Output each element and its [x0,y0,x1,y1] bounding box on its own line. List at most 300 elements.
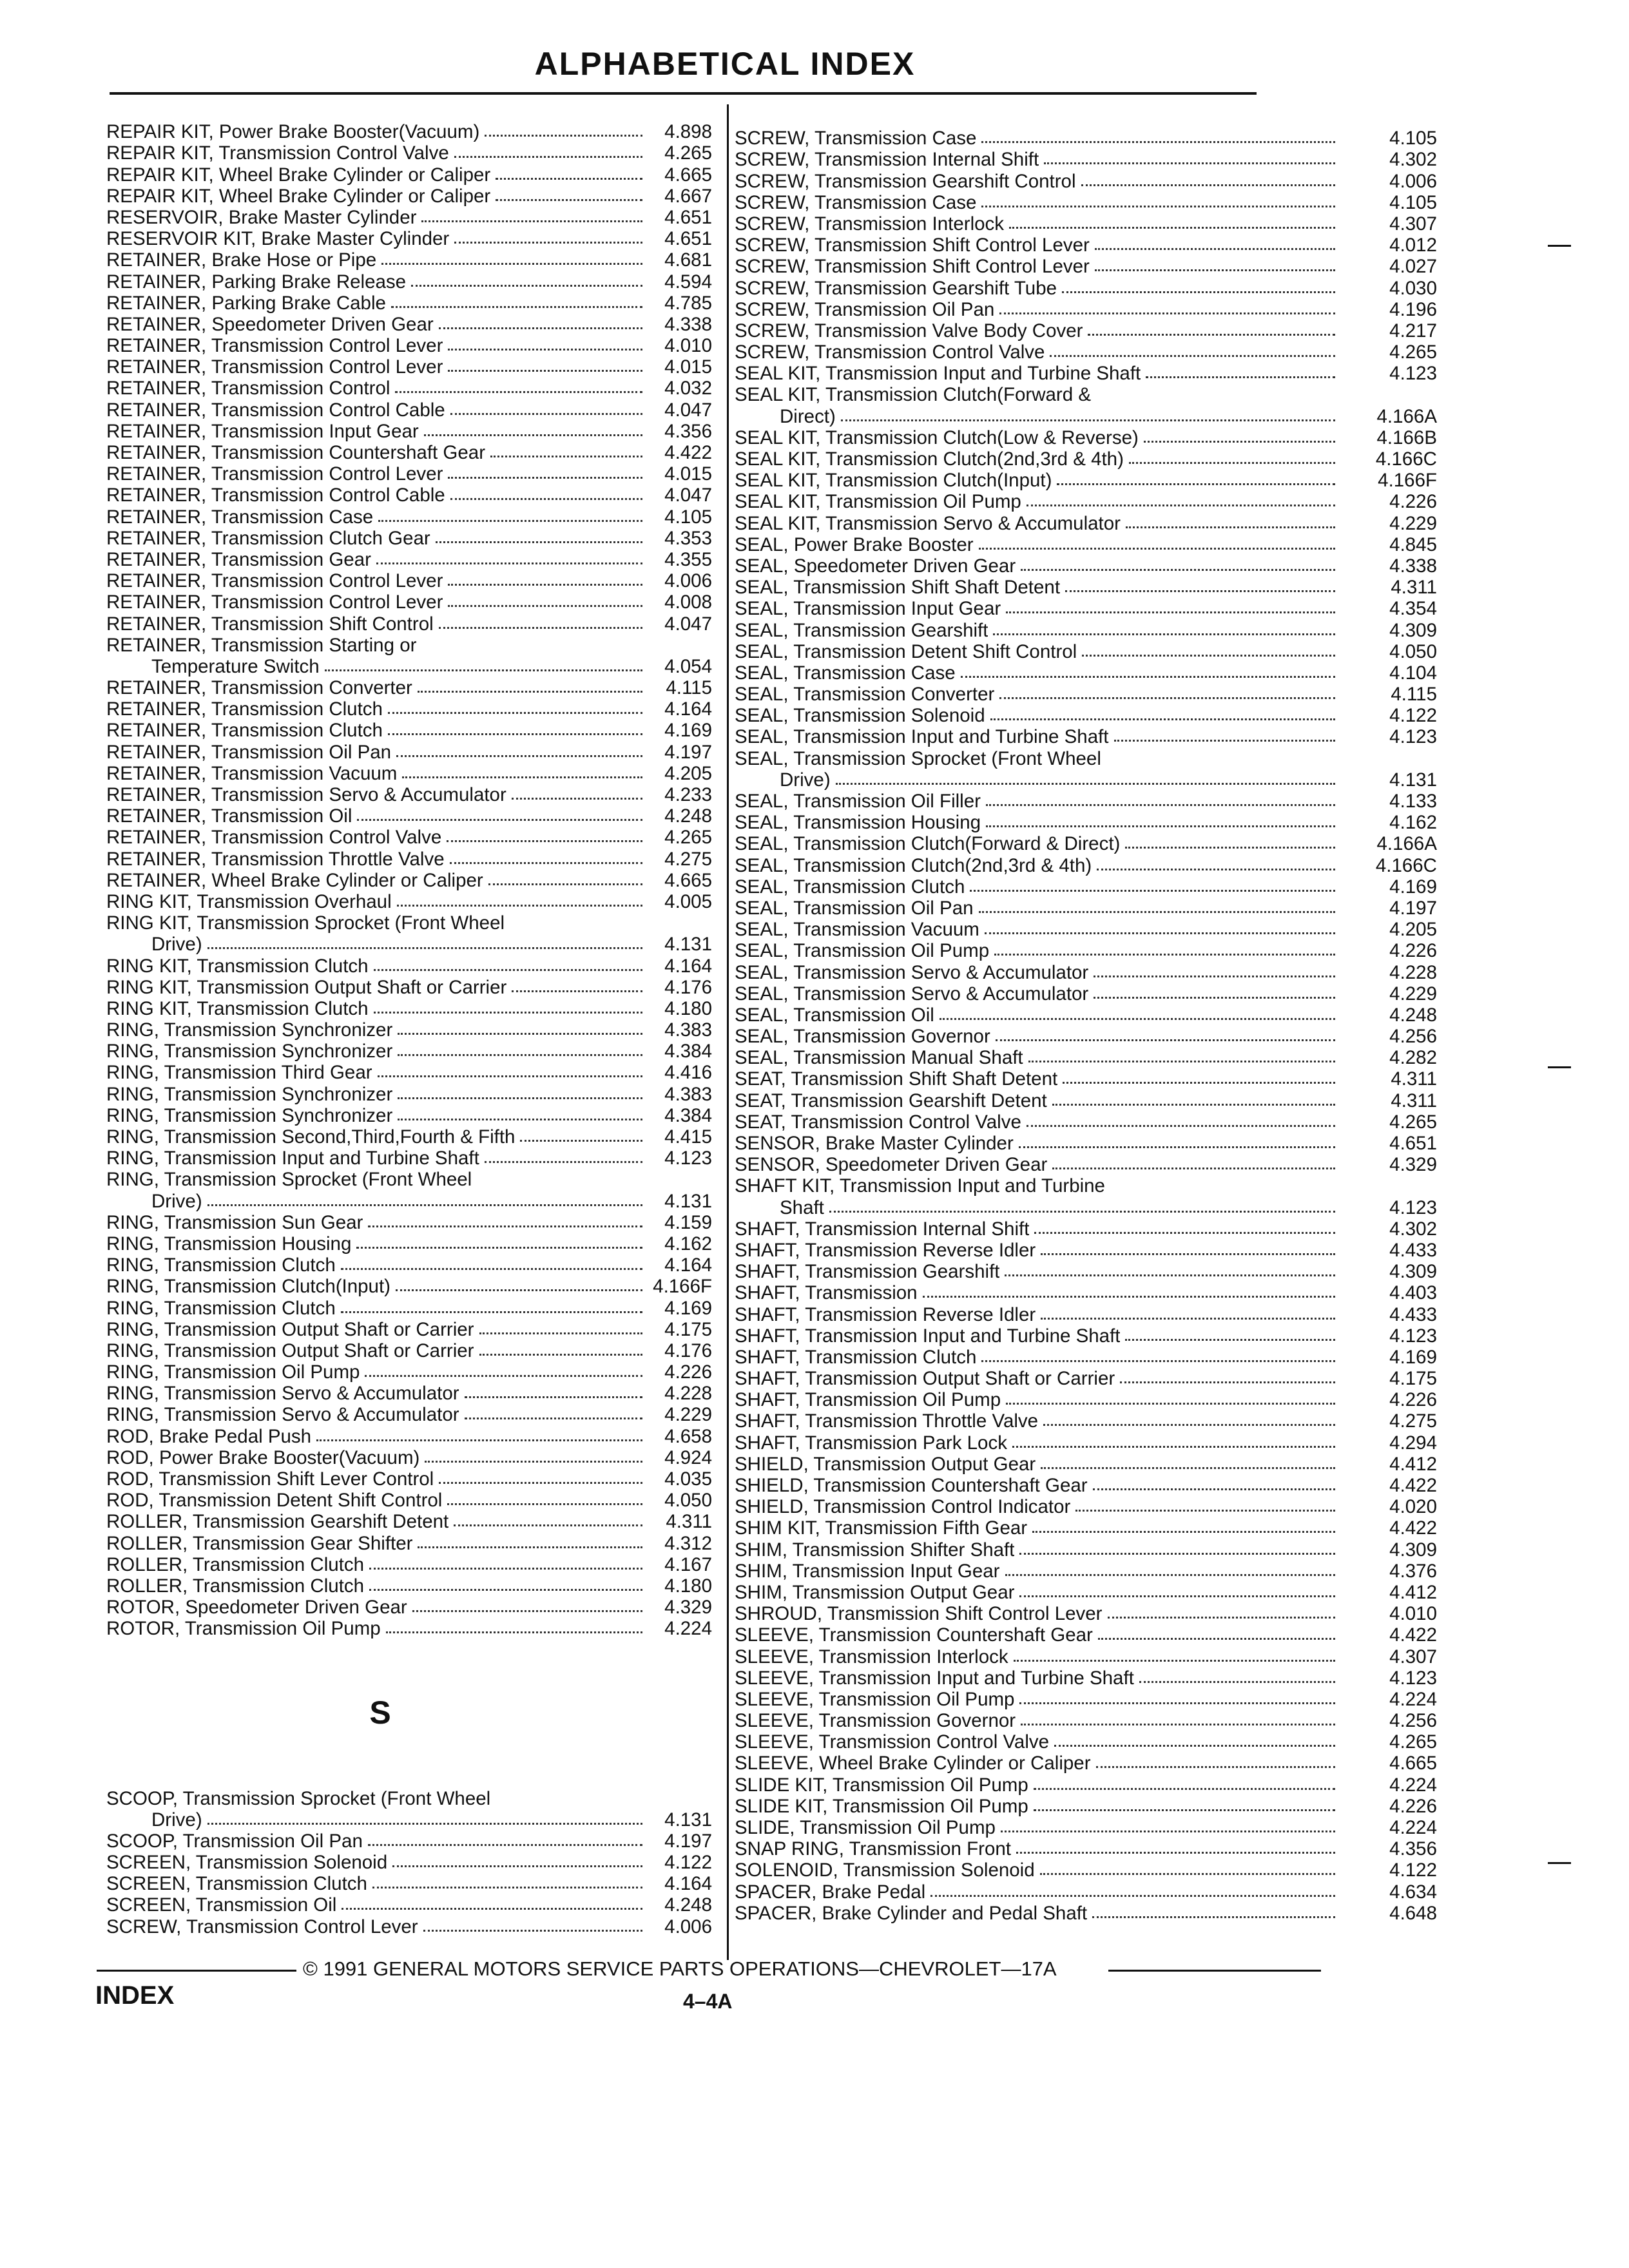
dot-leader [1028,1061,1335,1062]
entry-text: SEAL, Transmission Oil [735,1005,934,1025]
entry-text: SLEEVE, Transmission Interlock [735,1647,1008,1667]
entry-page-ref: 4.383 [664,1083,712,1105]
entry-page-ref: 4.422 [1389,1475,1437,1496]
dot-leader [1019,1553,1335,1555]
entry-page-ref: 4.164 [664,1254,712,1276]
entry-text: RING, Transmission Third Gear [106,1063,372,1083]
dot-leader [479,1332,642,1334]
dot-leader [1063,1082,1335,1084]
entry-page-ref: 4.015 [664,356,712,378]
entry-page-ref: 4.311 [1391,577,1437,599]
entry-page-ref: 4.006 [1389,170,1437,192]
entry-page-ref: 4.196 [1389,298,1437,320]
dot-leader [436,541,642,543]
entry-text: SLIDE KIT, Transmission Oil Pump [735,1775,1028,1795]
entry-text: SHIM, Transmission Input Gear [735,1561,1000,1581]
entry-page-ref: 4.275 [1389,1410,1437,1432]
dot-leader [1065,590,1335,592]
dot-leader [447,840,642,842]
entry-text: SEAL, Transmission Input Gear [735,599,1001,619]
dot-leader [1050,355,1335,357]
dot-leader [1075,1510,1335,1512]
entry-text: RETAINER, Transmission Control Lever [106,358,443,378]
entry-page-ref: 4.422 [664,442,712,463]
entry-text: SEAL, Transmission Oil Filler [735,792,981,811]
entry-page-ref: 4.104 [1389,662,1437,684]
dot-leader [1032,1531,1335,1533]
index-entry [735,1495,1437,1517]
dot-leader [378,520,642,522]
entry-page-ref: 4.229 [664,1404,712,1426]
index-entry [735,555,1437,576]
dot-leader [1052,1104,1335,1106]
dot-leader [1144,441,1335,443]
entry-page-ref: 4.329 [664,1597,712,1619]
index-entry [106,976,712,997]
dot-leader [993,633,1335,635]
entry-page-ref: 4.422 [1389,1624,1437,1646]
dot-leader [424,434,642,436]
entry-page-ref: 4.012 [1389,235,1437,256]
entry-page-ref: 4.027 [1389,256,1437,278]
dot-leader [1041,1253,1335,1255]
entry-text: SEAL, Transmission Clutch [735,877,965,897]
entry-text: SCREW, Transmission Case [735,129,977,149]
entry-text: REPAIR KIT, Transmission Control Valve [106,144,449,164]
index-entry [735,1004,1437,1025]
entry-text: ROLLER, Transmission Clutch [106,1576,365,1596]
entry-page-ref: 4.785 [664,292,712,314]
entry-page-ref: 4.131 [664,934,712,956]
dot-leader [454,1524,642,1526]
dot-leader [1088,334,1335,336]
entry-page-ref: 4.265 [1389,1731,1437,1753]
dot-leader [448,477,642,479]
entry-page-ref: 4.105 [1389,191,1437,213]
entry-text: SCREW, Transmission Interlock [735,214,1005,234]
dot-leader [996,1039,1335,1041]
entry-page-ref: 4.047 [664,485,712,506]
entry-text: RETAINER, Transmission Throttle Valve [106,849,445,869]
entry-page-ref: 4.047 [664,399,712,421]
index-entry [735,1325,1437,1346]
dot-leader [981,1360,1335,1362]
index-entry [735,1688,1437,1709]
index-entry [735,1431,1437,1452]
entry-text: SEAL, Transmission Housing [735,813,981,833]
index-entry [106,356,712,377]
entry-page-ref: 4.180 [664,997,712,1019]
dot-leader [1082,655,1335,657]
entry-text: SHAFT, Transmission Oil Pump [735,1390,1001,1410]
entry-text: RING, Transmission Clutch [106,1256,336,1276]
entry-page-ref: 4.294 [1389,1432,1437,1454]
index-entry [735,1880,1437,1901]
entry-text: SHAFT, Transmission Throttle Valve [735,1412,1039,1432]
dot-leader [392,1865,642,1867]
entry-page-ref: 4.224 [1389,1817,1437,1838]
title-rule [110,92,1257,95]
entry-text: RETAINER, Transmission Control Lever [106,593,443,613]
index-entry [735,490,1437,512]
page-number: 4–4A [683,1990,733,2013]
dot-leader [1125,847,1335,849]
entry-text: Drive) [151,935,202,955]
entry-page-ref: 4.020 [1389,1496,1437,1518]
dot-leader [388,712,642,714]
index-entry [735,1624,1437,1645]
entry-page-ref: 4.226 [1389,1795,1437,1817]
dot-leader [465,1396,642,1398]
index-entry [106,1104,712,1126]
entry-text: SCREW, Transmission Internal Shift [735,150,1039,170]
index-entry [735,961,1437,982]
entry-page-ref: 4.354 [1389,598,1437,620]
entry-text: SLEEVE, Transmission Control Valve [735,1733,1050,1753]
entry-text: RETAINER, Transmission Servo & Accumulator [106,785,506,805]
entry-page-ref: 4.416 [664,1062,712,1084]
index-entry [106,954,712,975]
entry-text: SEAL, Power Brake Booster [735,535,974,555]
index-entry [106,377,712,398]
dot-leader [836,783,1335,785]
dot-leader [1057,483,1335,485]
entry-page-ref: 4.122 [1389,705,1437,727]
entry-page-ref: 4.265 [1389,1111,1437,1133]
index-entry [735,1816,1437,1838]
entry-text: SHIELD, Transmission Control Indicator [735,1497,1071,1517]
entry-text: RING, Transmission Servo & Accumulator [106,1405,459,1425]
index-entry [735,234,1437,255]
entry-text: SHAFT KIT, Transmission Input and Turbine [735,1177,1105,1196]
entry-text: RING, Transmission Sun Gear [106,1213,363,1233]
entry-page-ref: 4.123 [1389,726,1437,748]
dot-leader [1114,740,1336,742]
entry-page-ref: 4.175 [1389,1368,1437,1390]
index-entry [735,405,1437,426]
entry-text: RESERVOIR KIT, Brake Master Cylinder [106,229,450,249]
entry-page-ref: 4.010 [664,335,712,357]
index-entry [735,1175,1437,1196]
dot-leader [376,562,642,564]
entry-page-ref: 4.159 [664,1211,712,1233]
index-entry [106,719,712,740]
entry-text: Drive) [151,1810,202,1830]
entry-page-ref: 4.166B [1376,427,1437,448]
index-entry [735,747,1437,768]
index-entry [106,548,712,570]
dot-leader [520,1140,642,1142]
dot-leader [1139,1681,1335,1683]
dot-leader [479,1354,642,1356]
entry-page-ref: 4.030 [1389,277,1437,299]
entry-text: RESERVOIR, Brake Master Cylinder [106,207,417,227]
dot-leader [369,1589,642,1591]
entry-text: SHIELD, Transmission Output Gear [735,1454,1036,1474]
dot-leader [999,312,1335,314]
entry-text: RETAINER, Transmission Control Lever [106,572,443,591]
entry-text: RING, Transmission Synchronizer [106,1084,393,1104]
entry-page-ref: 4.309 [1389,1539,1437,1561]
index-entry [106,1915,712,1936]
entry-page-ref: 4.180 [664,1575,712,1597]
dot-leader [418,691,642,693]
index-entry [106,1468,712,1489]
dot-leader [1126,526,1335,528]
entry-text: ROTOR, Speedometer Driven Gear [106,1598,407,1618]
index-entry [106,1851,712,1872]
entry-page-ref: 4.651 [664,206,712,228]
dot-leader [512,798,642,800]
entry-page-ref: 4.123 [664,1148,712,1169]
index-entry [735,1218,1437,1239]
entry-text: SCREEN, Transmission Clutch [106,1874,367,1894]
entry-text: SCREW, Transmission Shift Control Lever [735,257,1090,277]
entry-text: ROD, Power Brake Booster(Vacuum) [106,1448,420,1468]
entry-text: SLEEVE, Transmission Input and Turbine Shaft [735,1668,1134,1688]
index-entry [106,1296,712,1318]
entry-text: RING, Transmission Input and Turbine Shaft [106,1149,479,1169]
entry-text: RING, Transmission Sprocket (Front Wheel [106,1170,472,1190]
entry-page-ref: 4.228 [1389,961,1437,983]
entry-page-ref: 4.005 [664,890,712,912]
entry-page-ref: 4.309 [1389,619,1437,641]
entry-page-ref: 4.924 [664,1446,712,1468]
entry-text: RETAINER, Transmission Countershaft Gear [106,443,486,463]
entry-text: SEAT, Transmission Control Valve [735,1112,1021,1132]
dot-leader [940,1018,1335,1020]
left-entry-list-s [106,1787,712,1936]
dot-leader [1108,1617,1335,1619]
dot-leader [1006,611,1335,613]
index-entry [106,398,712,419]
entry-text: RING, Transmission Synchronizer [106,1106,393,1126]
index-entry [106,1211,712,1233]
dot-leader [374,969,642,971]
dot-leader [357,819,642,821]
entry-text: RETAINER, Transmission Control Lever [106,336,443,356]
entry-page-ref: 4.205 [1389,919,1437,941]
index-entry [735,1581,1437,1602]
index-entry [106,441,712,463]
column-divider [727,104,729,1960]
dot-leader [1120,1381,1335,1383]
dot-leader [512,990,642,992]
index-entry [735,255,1437,276]
index-entry [735,1752,1437,1773]
index-entry [735,298,1437,320]
entry-page-ref: 4.338 [1389,555,1437,577]
index-entry [735,1111,1437,1132]
dot-leader [1052,1168,1335,1169]
dot-leader [207,947,642,949]
entry-page-ref: 4.665 [664,164,712,186]
entry-text: SLEEVE, Transmission Oil Pump [735,1689,1015,1709]
index-entry [735,1239,1437,1260]
entry-text: SEAL KIT, Transmission Input and Turbine Shaft [735,364,1141,384]
entry-page-ref: 4.197 [664,1830,712,1852]
entry-page-ref: 4.226 [1389,1389,1437,1411]
dot-leader [448,605,642,607]
dot-leader [1081,184,1335,186]
entry-page-ref: 4.422 [1389,1517,1437,1539]
entry-text: SHIM KIT, Transmission Fifth Gear [735,1519,1028,1539]
entry-text: REPAIR KIT, Power Brake Booster(Vacuum) [106,122,480,142]
index-entry [735,640,1437,662]
entry-page-ref: 4.133 [1389,791,1437,812]
entry-text: SCREW, Transmission Gearshift Tube [735,278,1057,298]
index-entry [106,142,712,163]
index-entry [735,362,1437,383]
entry-page-ref: 4.302 [1389,149,1437,171]
entry-text: SEAL, Transmission Sprocket (Front Wheel [735,749,1101,769]
index-entry [106,527,712,548]
footer-copyright: © 1991 GENERAL MOTORS SERVICE PARTS OPERATIONS—CHEVROLET—17A [303,1957,1057,1980]
dot-leader [994,954,1335,956]
entry-text: SHAFT, Transmission Reverse Idler [735,1240,1036,1260]
dot-leader [829,1211,1335,1213]
dot-leader [381,263,642,265]
index-entry [735,276,1437,298]
dot-leader [1094,975,1335,977]
entry-page-ref: 4.265 [1389,341,1437,363]
index-entry [735,832,1437,854]
dot-leader [999,697,1335,699]
index-entry [735,1410,1437,1431]
entry-page-ref: 4.035 [664,1468,712,1490]
entry-page-ref: 4.032 [664,378,712,399]
index-entry [106,634,712,655]
entry-page-ref: 4.176 [664,1340,712,1361]
entry-text: SEAL, Transmission Vacuum [735,920,979,940]
entry-page-ref: 4.667 [664,185,712,207]
entry-page-ref: 4.651 [1389,1133,1437,1154]
entry-text: RETAINER, Transmission Vacuum [106,764,398,783]
index-entry [106,1019,712,1040]
index-entry [735,1132,1437,1153]
entry-page-ref: 4.594 [664,271,712,293]
entry-page-ref: 4.355 [664,548,712,570]
index-entry [735,213,1437,234]
entry-page-ref: 4.226 [664,1361,712,1383]
entry-page-ref: 4.176 [664,976,712,998]
index-entry [735,1602,1437,1624]
entry-page-ref: 4.256 [1389,1710,1437,1732]
index-entry [106,1830,712,1851]
index-entry [735,1196,1437,1217]
index-entry [735,876,1437,897]
dot-leader [368,1225,642,1227]
entry-text: Temperature Switch [151,657,320,677]
entry-page-ref: 4.169 [664,1297,712,1319]
dot-leader [1041,1467,1335,1469]
dot-leader [841,419,1335,421]
entry-page-ref: 4.105 [664,506,712,528]
index-entry [735,918,1437,939]
dot-leader [207,1823,642,1825]
entry-page-ref: 4.164 [664,1873,712,1895]
index-label: INDEX [95,1981,175,2010]
index-entry [106,1340,712,1361]
entry-text: SEAL, Transmission Input and Turbine Shaft [735,727,1109,747]
entry-page-ref: 4.123 [1389,363,1437,385]
index-entry [735,1538,1437,1559]
entry-text: SCREW, Transmission Case [735,193,977,213]
entry-page-ref: 4.275 [664,848,712,870]
index-entry [735,1795,1437,1816]
index-entry [106,826,712,847]
entry-text: RETAINER, Transmission Oil [106,807,352,827]
dot-leader [1062,291,1335,293]
entry-text: RING, Transmission Housing [106,1234,352,1254]
dot-leader [1021,569,1335,571]
index-entry [735,704,1437,726]
entry-page-ref: 4.123 [1389,1196,1437,1218]
index-entry [106,1382,712,1403]
dot-leader [421,220,642,222]
index-entry [735,533,1437,555]
dot-leader [1019,1146,1335,1148]
entry-text: Drive) [780,770,831,790]
index-entry [106,163,712,184]
entry-text: SEAL, Transmission Solenoid [735,706,985,726]
index-entry [106,270,712,291]
entry-page-ref: 4.166A [1376,405,1437,427]
entry-text: SEAL, Transmission Gearshift [735,620,988,640]
entry-page-ref: 4.131 [664,1809,712,1831]
entry-page-ref: 4.166F [653,1276,712,1298]
section-letter: S [369,1695,391,1731]
entry-text: RING, Transmission Second,Third,Fourth & Fifth [106,1128,516,1147]
index-entry [735,1389,1437,1410]
entry-text: RETAINER, Transmission Control Valve [106,828,442,848]
entry-text: SENSOR, Speedometer Driven Gear [735,1155,1048,1175]
entry-text: SEAL, Transmission Clutch(Forward & Direct) [735,834,1121,854]
index-entry [106,1894,712,1915]
index-entry [735,1303,1437,1324]
entry-text: SEAL, Transmission Case [735,663,956,683]
entry-text: SEAL KIT, Transmission Clutch(2nd,3rd & 4th) [735,450,1124,469]
index-entry [735,790,1437,811]
entry-text: SEAL KIT, Transmission Servo & Accumulator [735,514,1121,533]
entry-text: RING KIT, Transmission Clutch [106,956,369,976]
dot-leader [1095,248,1335,250]
entry-page-ref: 4.010 [1389,1603,1437,1625]
dot-leader [398,1097,642,1099]
index-entry [106,1532,712,1553]
entry-text: SEAT, Transmission Shift Shaft Detent [735,1070,1058,1090]
index-entry [735,320,1437,341]
dot-leader [1125,1339,1335,1341]
entry-text: SLIDE, Transmission Oil Pump [735,1818,996,1838]
dot-leader [1027,505,1335,506]
entry-page-ref: 4.356 [1389,1838,1437,1860]
index-entry [106,1233,712,1254]
entry-page-ref: 4.224 [1389,1688,1437,1710]
dot-leader [448,370,642,372]
entry-page-ref: 4.353 [664,527,712,549]
entry-page-ref: 4.166C [1375,448,1437,470]
index-entry [735,726,1437,747]
entry-text: RING, Transmission Servo & Accumulator [106,1384,459,1404]
entry-page-ref: 4.311 [1391,1068,1437,1090]
dot-leader [1021,1724,1335,1725]
entry-page-ref: 4.197 [664,741,712,763]
entry-page-ref: 4.224 [664,1618,712,1640]
dot-leader [1097,869,1335,870]
dot-leader [1001,1831,1335,1832]
index-entry [735,512,1437,533]
